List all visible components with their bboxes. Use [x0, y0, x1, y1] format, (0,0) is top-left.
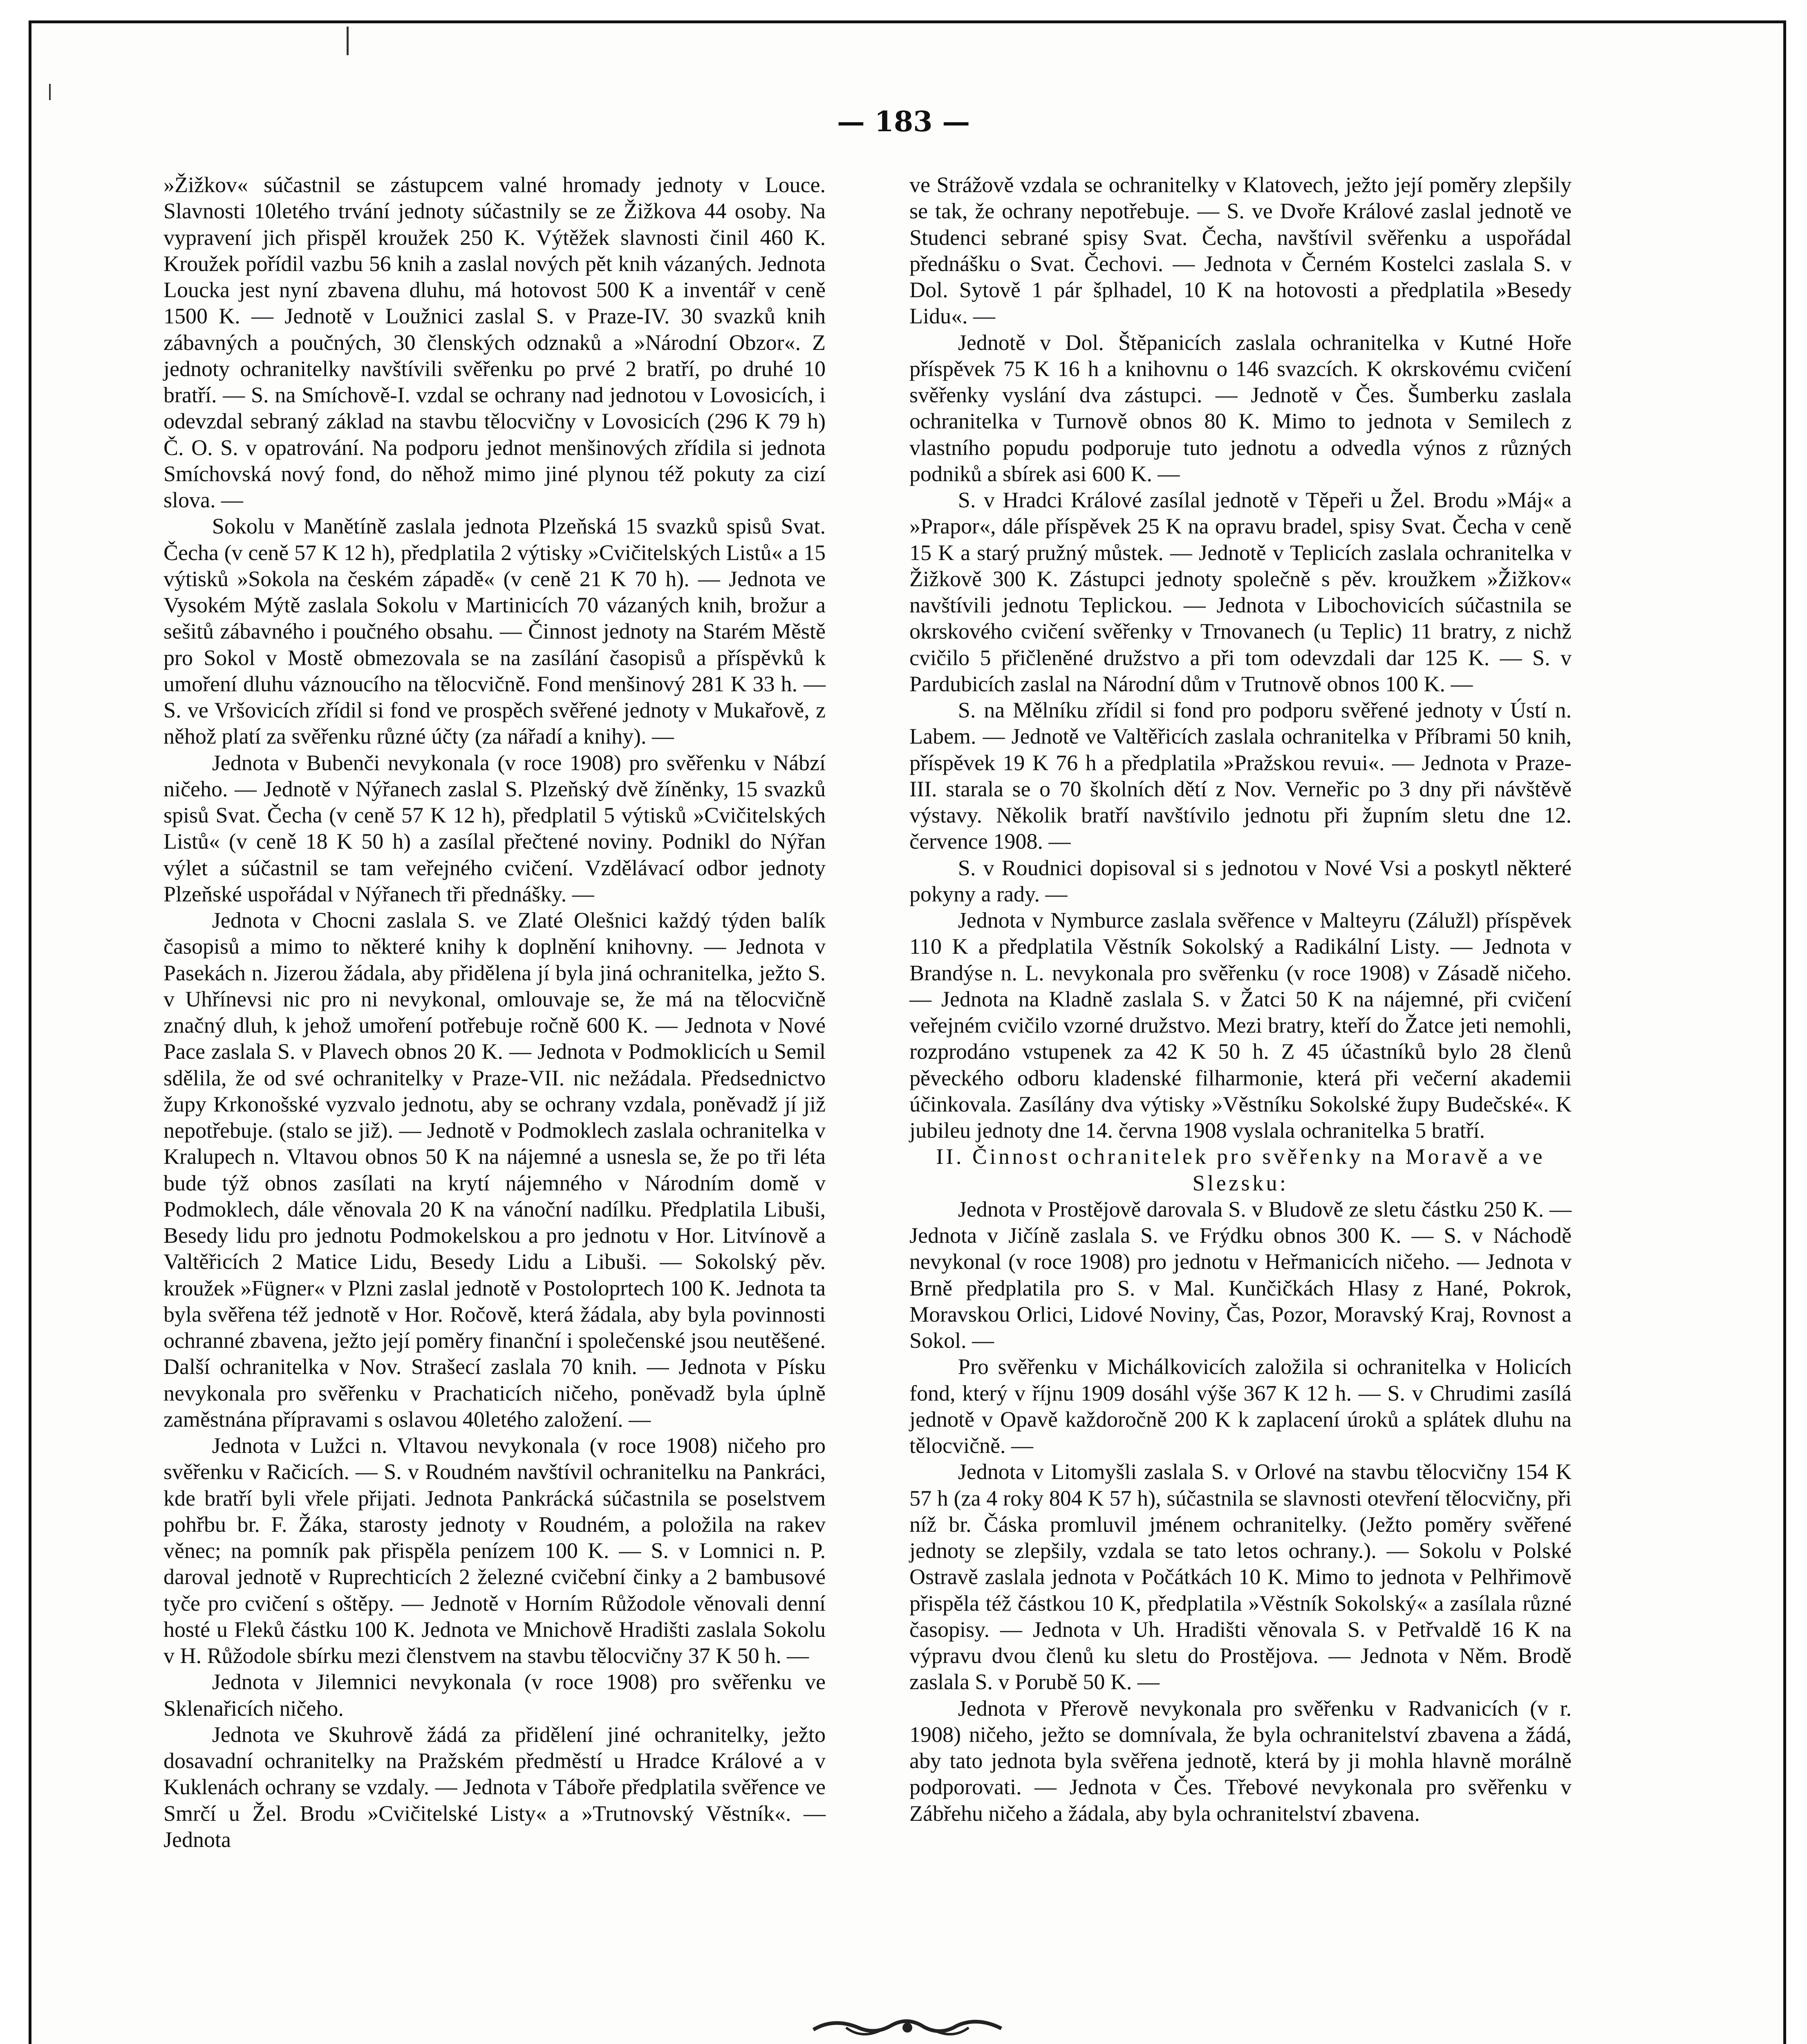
- right-column: [909, 172, 1572, 1827]
- paragraph: Jednota v Lužci n. Vltavou nevykonala (v roce 1908) ničeho pro svěřenku v Račicích. — S. v Roudném navštívil ochranitelku na Pankráci, kde bratří byli vřele přijati. Jednota Pankrácká súčastnila se poselstvem pohřbu br. F. Žáka, starosty jednoty v Roudném, a položila na rakev věnec; na pomník pak přispěla penízem 100 K. — S. v Lomnici n. P. daroval jednotě v Ruprechticích 2 železné cvičební činky a 2 bambusové tyče pro cvičení s oštěpy. — Jednotě v Horním Růžodole věnovali denní hosté u Fleků částku 100 K. Jednota ve Mnichově Hradišti zaslala Sokolu v H. Růžodole sbírku mezi členstvem na stavbu tělocvičny 37 K 50 h. —: [163, 1433, 826, 1668]
- paragraph: Jednota v Bubenči nevykonala (v roce 1908) pro svěřenku v Nábzí ničeho. — Jednotě v Nýřanech zaslal S. Plzeňský dvě žíněnky, 15 svazků spisů Svat. Čecha (v ceně 57 K 12 h), předplatil 5 výtisků »Cvičitelských Listů« (v ceně 18 K 50 h) a zasílal přečtené noviny. Podnikl do Nýřan výlet a súčastnil se tam veřejného cvičení. Vzdělávací odbor jednoty Plzeňské uspořádal v Nýřanech tři přednášky. —: [163, 750, 826, 906]
- paragraph: S. na Mělníku zřídil si fond pro podporu svěřené jednoty v Ústí n. Labem. — Jednotě ve Valtěřicích zaslala ochranitelka v Příbrami 50 knih, příspěvek 19 K 76 h a předplatila »Pražskou revui«. — Jednota v Praze-III. starala se o 70 školních dětí z Nov. Verneřic po 3 dny při návštěvě výstavy. Několik bratří navštívilo jednotu při župním sletu dne 12. července 1908. —: [909, 698, 1572, 854]
- paragraph: S. v Hradci Králové zasílal jednotě v Těpeři u Žel. Brodu »Máj« a »Prapor«, dále příspěvek 25 K na opravu bradel, spisy Svat. Čecha v ceně 15 K a starý pružný můstek. — Jednotě v Teplicích zaslala ochranitelka v Žižkově 300 K. Zástupci jednoty společně s pěv. kroužkem »Žižkov« navštívili jednotu Teplickou. — Jednota v Libochovicích súčastnila se okrskového cvičení svěřenky v Trnovanech (u Teplic) 11 bratry, z nichž cvičilo 5 přičleněné družstvo a při tom odevzdali dar 125 K. — S. v Pardubicích zaslal na Národní dům v Trutnově obnos 100 K. —: [909, 488, 1572, 696]
- paragraph: Jednota v Prostějově darovala S. v Bludově ze sletu částku 250 K. — Jednota v Jičíně zaslala S. ve Frýdku obnos 300 K. — S. v Náchodě nevykonal (v roce 1908) pro jednotu v Heřmanicích ničeho. — Jednota v Brně předplatila pro S. v Mal. Kunčičkách Hlasy z Hané, Pokrok, Moravskou Orlici, Lidové Noviny, Čas, Pozor, Moravský Kraj, Rovnost a Sokol. —: [909, 1197, 1572, 1353]
- paragraph: »Žižkov« súčastnil se zástupcem valné hromady jednoty v Louce. Slavnosti 10letého trvání jednoty súčastnily se ze Žižkova 44 osoby. Na vypravení jich přispěl kroužek 250 K. Výtěžek slavnosti činil 460 K. Kroužek pořídil vazbu 56 knih a zaslal nových pět knih vázaných. Jednota Loucka jest nyní zbavena dluhu, má hotovost 500 K a inventář v ceně 1500 K. — Jednotě v Loužnici zaslal S. v Praze-IV. 30 svazků knih zábavných a poučných, 30 členských odznaků a »Národní Obzor«. Z jednoty ochranitelky navštívili svěřenku po prvé 2 bratří, po druhé 10 bratří. — S. na Smíchově-I. vzdal se ochrany nad jednotou v Lovosicích, i odevzdal sebraný základ na stavbu tělocvičny v Lovosicích (296 K 79 h) Č. O. S. v opatrování. Na podporu jednot menšinových zřídila si jednota Smíchovská nový fond, do něhož mimo jiné plynou též pokuty za cizí slova. —: [163, 173, 826, 512]
- section-heading: II. Činnost ochranitelek pro svěřenky na Moravě a ve Slezsku:: [936, 1144, 1545, 1195]
- paragraph: Jednotě v Dol. Štěpanicích zaslala ochranitelka v Kutné Hoře příspěvek 75 K 16 h a knihovnu o 146 svazcích. K okrskovému cvičení svěřenky vyslání dva zástupci. — Jednotě v Čes. Šumberku zaslala ochranitelka v Turnově obnos 80 K. Mimo to jednota v Semilech z vlastního popudu podporuje tuto jednotu a odvedla výnos z různých podniků a sbírek asi 600 K. —: [909, 330, 1572, 486]
- paragraph: Jednota v Litomyšli zaslala S. v Orlové na stavbu tělocvičny 154 K 57 h (za 4 roky 804 K 57 h), súčastnila se slavnosti otevření tělocvičny, při níž br. Čáska promluvil jménem ochranitelky. (Ježto poměry svěřené jednoty se zlepšily, vzdala se tato letos ochrany.). — Sokolu v Polské Ostravě zaslala jednota v Počátkách 10 K. Mimo to jednota v Pelhřimově přispěla též částkou 10 K, předplatila »Věstník Sokolský« a zasílala různé časopisy. — Jednota v Uh. Hradišti věnovala S. v Petřvaldě 16 K na výpravu dvou členů ku sletu do Prostějova. — Jednota v Něm. Brodě zaslala S. v Porubě 50 K. —: [909, 1459, 1572, 1694]
- paragraph: Jednota v Nymburce zaslala svěřence v Malteyru (Zálužl) příspěvek 110 K a předplatila Věstník Sokolský a Radikální Listy. — Jednota v Brandýse n. L. nevykonala pro svěřenku (v roce 1908) v Zásadě ničeho. — Jednota na Kladně zaslala S. v Žatci 50 K na nájemné, při cvičení veřejném cvičilo vzorné družstvo. Mezi bratry, kteří do Žatce jeti nemohli, rozprodáno vstupenek za 42 K 50 h. Z 45 účastníků bylo 28 členů pěveckého odboru kladenské filharmonie, která při večerní akademii účinkovala. Zasílány dva výtisky »Věstníku Sokolské župy Budečské«. K jubileu jednoty dne 14. června 1908 vyslala ochranitelka 5 bratří.: [909, 908, 1572, 1143]
- left-column: [163, 172, 826, 1853]
- page-number: — 183 —: [837, 105, 970, 138]
- paragraph: Jednota ve Skuhrově žádá za přidělení jiné ochranitelky, ježto dosavadní ochranitelky na Pražském předměstí u Hradce Králové a v Kuklenách ochrany se vzdaly. — Jednota v Táboře předplatila svěřence ve Smrčí u Žel. Brodu »Cvičitelské Listy« a »Trutnovský Věstník«. — Jednota: [163, 1722, 826, 1852]
- paragraph: S. v Roudnici dopisoval si s jednotou v Nové Vsi a poskytl některé pokyny a rady. —: [909, 855, 1572, 906]
- paragraph: Sokolu v Manětíně zaslala jednota Plzeňská 15 svazků spisů Svat. Čecha (v ceně 57 K 12 h), předplatila 2 výtisky »Cvičitelských Listů« a 15 výtisků »Sokola na českém západě« (v ceně 21 K 70 h). — Jednota ve Vysokém Mýtě zaslala Sokolu v Martinicích 70 vázaných knih, brožur a sešitů zábavného i poučného obsahu. — Činnost jednoty na Starém Městě pro Sokol v Mostě obmezovala se na zasílání časopisů a příspěvků k umoření dluhu váznoucího na tělocvičně. Fond menšinový 281 K 33 h. — S. ve Vršovicích zřídil si fond ve prospěch svěřené jednoty v Mukařově, z něhož platí za svěřenku různé účty (za nářadí a knihy). —: [163, 514, 826, 749]
- paragraph: Pro svěřenku v Michálkovicích založila si ochranitelka v Holicích fond, který v říjnu 1909 dosáhl výše 367 K 12 h. — S. v Chrudimi zasílá jednotě v Opavě každoročně 200 K k zaplacení úroků a splátek dluhu na tělocvičně. —: [909, 1354, 1572, 1458]
- paragraph: Jednota v Přerově nevykonala pro svěřenku v Radvanicích (v r. 1908) ničeho, ježto se domnívala, že byla ochranitelství zbavena a žádá, aby tato jednota byla svěřena jednotě, která by ji mohla hlavně morálně podporovati. — Jednota v Čes. Třebové nevykonala pro svěřenku v Zábřehu ničeho a žádala, aby byla ochranitelství zbavena.: [909, 1696, 1572, 1826]
- paragraph: Jednota v Chocni zaslala S. ve Zlaté Olešnici každý týden balík časopisů a mimo to některé knihy k doplnění knihovny. — Jednota v Pasekách n. Jizerou žádala, aby přidělena jí byla jiná ochranitelka, ježto S. v Uhřínevsi nic pro ni nevykonal, omlouvaje se, že má na tělocvičně značný dluh, k jehož umoření potřebuje ročně 600 K. — Jednota v Nové Pace zaslala S. v Plavech obnos 20 K. — Jednota v Podmoklicích u Semil sdělila, že od své ochranitelky v Praze-VII. nic nežádala. Předsednictvo župy Krkonošské vyzvalo jednotu, aby se ochrany vzdala, poněvadž jí již nepotřebuje. (stalo se již). — Jednotě v Podmoklech zaslala ochranitelka v Kralupech n. Vltavou obnos 50 K na nájemné a usnesla se, že po tři léta bude týž obnos zasílati na krytí nájemného v Národním domě v Podmoklech, dále věnovala 20 K na vánoční nadílku. Předplatila Libuši, Besedy lidu pro jednotu Podmokelskou a pro jednotu v Hor. Litvínově a Valtěřicích 2 Matice Lidu, Besedy Lidu a Libuši. — Sokolský pěv. kroužek »Fügner« v Plzni zaslal jednotě v Postoloprtech 100 K. Jednota ta byla svěřena též jednotě v Hor. Ročově, která žádala, aby byla povinnosti ochranné zbavena, ježto její poměry finanční i společenské jsou neutěšené. Další ochranitelka v Nov. Strašecí zaslala 70 knih. — Jednota v Písku nevykonala pro svěřenku v Prachaticích ničeho, poněvadž byla úplně zaměstnána přípravami s oslavou 40letého založení. —: [163, 908, 826, 1432]
- scan-mark: [49, 84, 51, 100]
- end-ornament-icon: [809, 2011, 1005, 2044]
- paragraph: ve Strážově vzdala se ochranitelky v Klatovech, ježto její poměry zlepšily se tak, že ochrany nepotřebuje. — S. ve Dvoře Králové zaslal jednotě ve Studenci sebrané spisy Svat. Čecha, navštívil svěřenku a uspořádal přednášku o Svat. Čechovi. — Jednota v Černém Kostelci zaslala S. v Dol. Sytově 1 pár šplhadel, 10 K na hotovosti a předplatila »Besedy Lidu«. —: [909, 173, 1572, 329]
- scan-mark: [347, 27, 349, 55]
- paragraph: Jednota v Jilemnici nevykonala (v roce 1908) pro svěřenku ve Sklenařicích ničeho.: [163, 1670, 826, 1721]
